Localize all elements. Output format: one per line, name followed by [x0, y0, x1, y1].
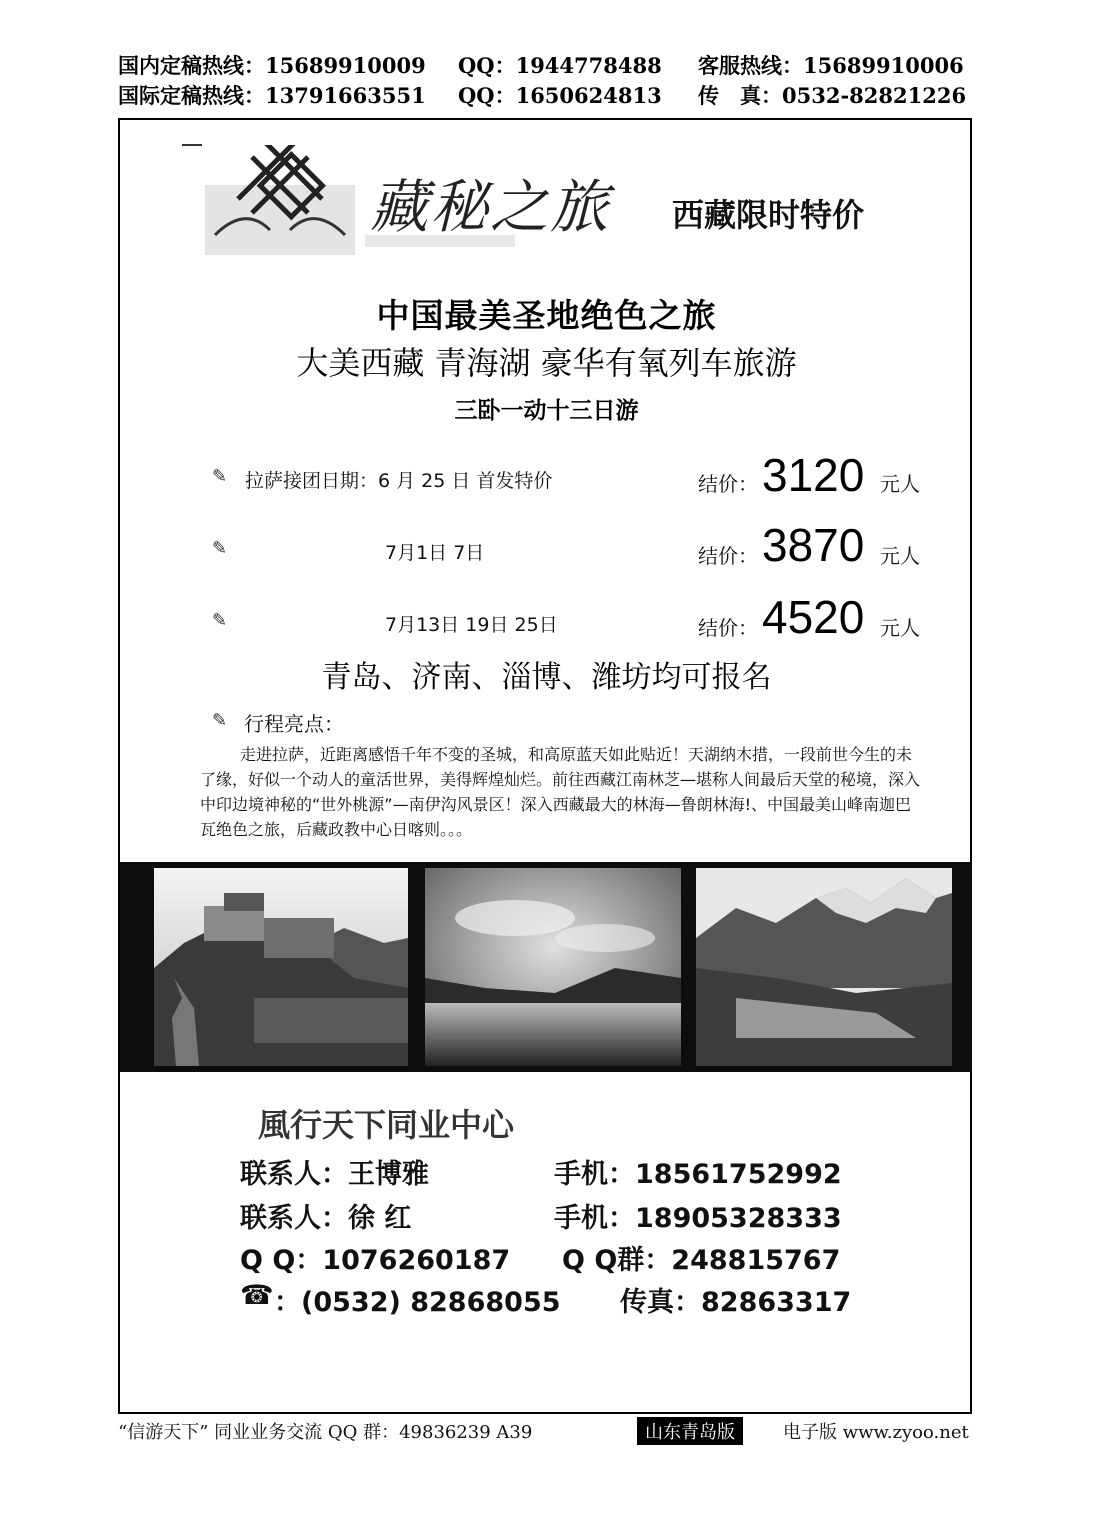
departure-date: 拉萨接团日期：6 月 25 日 首发特价	[245, 470, 553, 492]
price-label: 结价：	[698, 616, 758, 640]
intl-hotline: 国际定稿热线：13791663551	[118, 83, 426, 108]
contact-qq: Q Q：1076260187	[240, 1245, 511, 1276]
pin-icon: ✎	[212, 710, 228, 731]
potala-palace-photo	[154, 868, 408, 1066]
telephone-icon: ☎	[240, 1280, 274, 1311]
footer-right: 电子版 www.zyoo.net	[783, 1422, 969, 1443]
price-label: 结价：	[698, 472, 758, 496]
contact-phone: 手机：18905328333	[554, 1203, 842, 1234]
price-unit: 元人	[880, 472, 920, 496]
pin-icon: ✎	[212, 466, 228, 487]
corner-mark	[182, 144, 202, 146]
highlights-text: 走进拉萨，近距离感悟千年不变的圣城，和高原蓝天如此贴近！天湖纳木措，一段前世今生的未了缘，好似一个动人的童活世界，美得辉煌灿烂。前往西藏江南林芝—堪称人间最后天堂的秘境，深入中印边境神秘的“世外桃源”—南伊沟风景区！深入西藏最大的林海—鲁朗林海!、中国最美山峰南迦巴瓦绝色之旅，后藏政教中心日喀则。。。	[200, 745, 921, 839]
contact-person: 联系人：王博雅	[240, 1159, 429, 1190]
header-line-2	[118, 80, 978, 106]
price-value: 4520	[762, 591, 865, 643]
sub-title: 大美西藏 青海湖 豪华有氧列车旅游	[296, 344, 797, 382]
contact-row-1	[240, 1152, 890, 1190]
departure-row	[0, 518, 1093, 578]
snow-mountain-photo	[696, 868, 952, 1066]
lake-sky-photo	[425, 868, 681, 1066]
contact-row-2	[240, 1196, 890, 1234]
highlights-label: 行程亮点：	[244, 712, 344, 736]
footer-left: “信游天下” 同业业务交流 QQ 群：49836239 A39	[118, 1422, 533, 1443]
logo-text: 藏秘之旅	[370, 173, 611, 241]
header-line-1	[118, 50, 978, 76]
intl-qq: QQ：1650624813	[458, 83, 662, 108]
domestic-hotline: 国内定稿热线：15689910009	[118, 53, 426, 78]
edition-badge: 山东青岛版	[637, 1417, 743, 1445]
service-hotline: 客服热线：15689910006	[698, 53, 964, 78]
price-label: 结价：	[698, 544, 758, 568]
price-unit: 元人	[880, 616, 920, 640]
fax-line: 传 真：0532-82821226	[698, 83, 967, 108]
price-unit: 元人	[880, 544, 920, 568]
contact-row-3	[240, 1238, 890, 1276]
contact-qq-group: Q Q群：248815767	[562, 1245, 841, 1276]
duration-title: 三卧一动十三日游	[454, 398, 639, 424]
price-value: 3870	[762, 519, 865, 571]
domestic-qq: QQ：1944778488	[458, 53, 662, 78]
company-name: 風行天下同业中心	[258, 1106, 515, 1144]
contact-row-4	[240, 1280, 890, 1318]
departure-date: 7月1日 7日	[385, 542, 485, 564]
cities-line: 青岛、济南、淄博、潍坊均可报名	[321, 660, 772, 695]
pin-icon: ✎	[212, 610, 228, 631]
photo-strip	[120, 862, 972, 1072]
departure-row	[0, 588, 1093, 648]
contact-phone: 手机：18561752992	[554, 1159, 842, 1190]
departure-row	[0, 448, 1093, 508]
contact-fax: 传真：82863317	[620, 1287, 852, 1318]
pin-icon: ✎	[212, 538, 228, 559]
price-value: 3120	[762, 449, 865, 501]
departure-date: 7月13日 19日 25日	[385, 614, 558, 636]
contact-person: 联系人：徐 红	[240, 1203, 412, 1234]
contact-tel: ：(0532) 82868055	[274, 1287, 561, 1318]
main-title: 中国最美圣地绝色之旅	[376, 296, 717, 335]
promo-title: 西藏限时特价	[672, 196, 865, 234]
